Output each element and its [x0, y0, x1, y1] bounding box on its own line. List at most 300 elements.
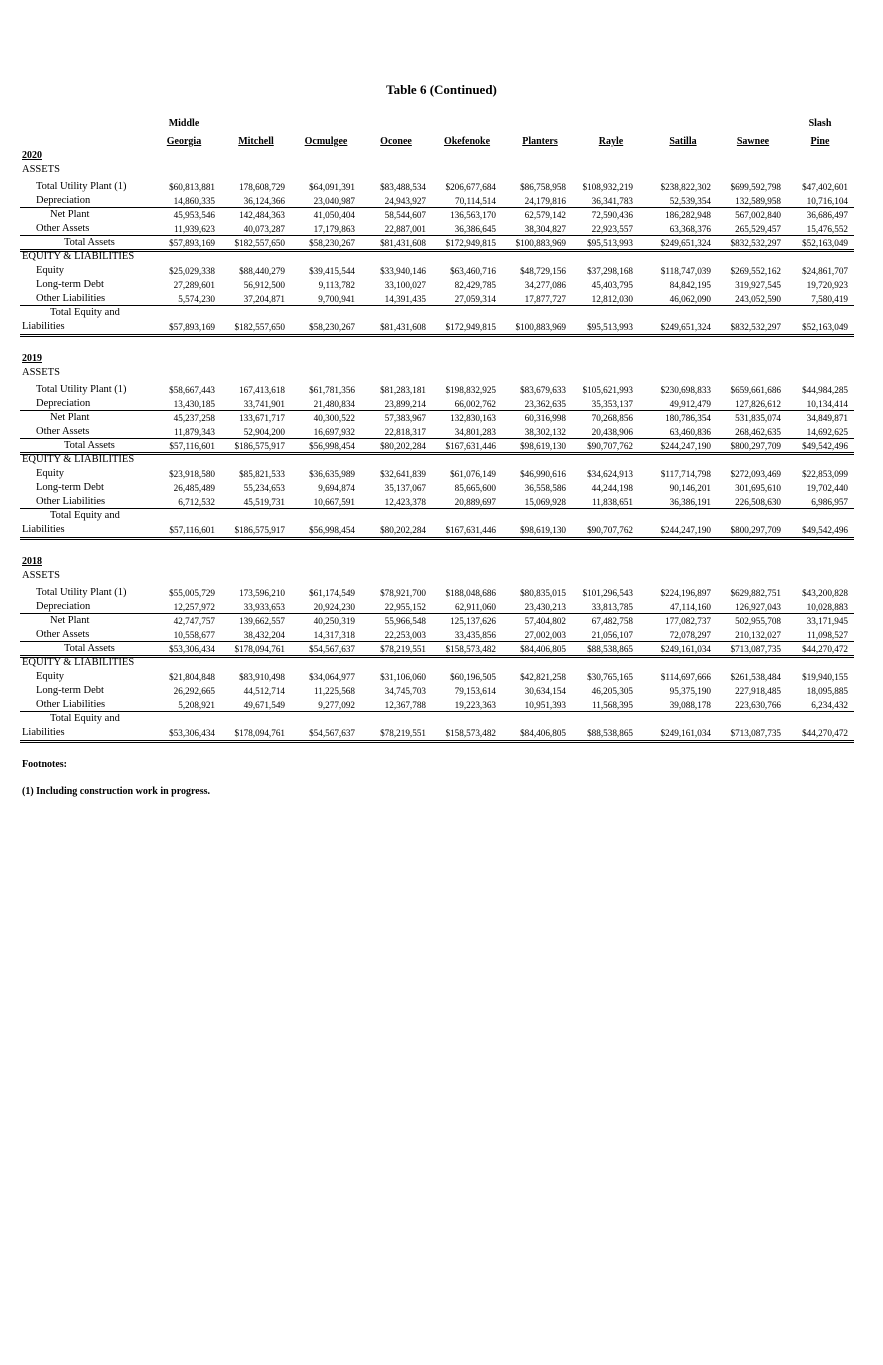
table-cell: 6,234,432: [811, 700, 848, 710]
table-cell: $206,677,684: [445, 182, 496, 192]
row-label-tel: Liabilities: [22, 321, 65, 332]
row-label-dep: Depreciation: [36, 398, 91, 409]
table-cell: 18,095,885: [806, 686, 848, 696]
rule: [20, 207, 854, 208]
rule: [20, 305, 854, 306]
table-cell: 33,813,785: [591, 602, 633, 612]
table-cell: 44,244,198: [591, 483, 633, 493]
table-cell: 167,413,618: [239, 385, 285, 395]
table-cell: 72,590,436: [591, 210, 633, 220]
table-cell: 49,671,549: [243, 700, 285, 710]
row-label-oa: Other Assets: [36, 629, 90, 640]
table-cell: $57,893,169: [169, 322, 215, 332]
table-cell: 36,686,497: [806, 210, 848, 220]
table-cell: $249,161,034: [660, 644, 711, 654]
table-cell: $198,832,925: [445, 385, 496, 395]
double-rule: [20, 452, 854, 455]
table-cell: $80,835,015: [520, 588, 566, 598]
table-cell: $224,196,897: [660, 588, 711, 598]
year-heading: 2019: [22, 353, 42, 364]
table-cell: $108,932,219: [582, 182, 633, 192]
table-cell: $84,406,805: [520, 728, 566, 738]
table-cell: 14,317,318: [313, 630, 355, 640]
table-cell: 243,052,590: [735, 294, 781, 304]
column-header: Okefenoke: [443, 136, 491, 147]
double-rule: [20, 249, 854, 252]
table-cell: 132,589,958: [735, 196, 781, 206]
table-cell: 19,223,363: [454, 700, 496, 710]
table-cell: 90,146,201: [669, 483, 711, 493]
table-cell: 12,423,378: [384, 497, 426, 507]
column-header: Planters: [522, 136, 558, 147]
table-cell: $713,087,735: [730, 728, 781, 738]
table-cell: 47,114,160: [669, 602, 711, 612]
table-cell: 24,943,927: [384, 196, 426, 206]
table-cell: 7,580,419: [811, 294, 848, 304]
table-cell: 5,208,921: [178, 700, 215, 710]
table-cell: 62,579,142: [524, 210, 566, 220]
table-cell: 11,568,395: [591, 700, 633, 710]
table-cell: 55,234,653: [243, 483, 285, 493]
table-cell: $118,747,039: [660, 266, 711, 276]
table-cell: 57,383,967: [384, 413, 426, 423]
table-cell: $88,538,865: [587, 644, 633, 654]
table-cell: $100,883,969: [515, 322, 566, 332]
table-cell: $158,573,482: [445, 728, 496, 738]
table-cell: $58,230,267: [309, 322, 355, 332]
table-cell: 46,205,305: [591, 686, 633, 696]
column-header: Oconee: [380, 136, 412, 147]
row-label-tup: Total Utility Plant (1): [36, 384, 127, 395]
table-cell: 21,056,107: [591, 630, 633, 640]
table-cell: 177,082,737: [665, 616, 711, 626]
table-cell: 34,745,703: [384, 686, 426, 696]
table-cell: 36,386,645: [454, 224, 496, 234]
row-label-oa: Other Assets: [36, 426, 90, 437]
table-cell: $269,552,162: [730, 266, 781, 276]
footnote-1: (1) Including construction work in progress.: [22, 786, 210, 797]
table-cell: $49,542,496: [802, 441, 848, 451]
table-cell: 223,630,766: [735, 700, 781, 710]
table-cell: $53,306,434: [169, 728, 215, 738]
table-cell: 52,904,200: [243, 427, 285, 437]
column-header: Mitchell: [238, 136, 274, 147]
table-cell: $47,402,601: [802, 182, 848, 192]
table-cell: 35,137,067: [384, 483, 426, 493]
row-label-ol: Other Liabilities: [36, 496, 106, 507]
table-cell: $178,094,761: [234, 644, 285, 654]
table-cell: 531,835,074: [735, 413, 781, 423]
table-cell: 22,923,557: [591, 224, 633, 234]
table-cell: 567,002,840: [735, 210, 781, 220]
table-cell: 34,849,871: [806, 413, 848, 423]
table-cell: $186,575,917: [234, 525, 285, 535]
table-cell: $81,431,608: [380, 322, 426, 332]
table-cell: 27,002,003: [524, 630, 566, 640]
table-cell: 84,842,195: [669, 280, 711, 290]
table-cell: 60,316,998: [524, 413, 566, 423]
table-cell: 62,911,060: [454, 602, 496, 612]
table-cell: $105,621,993: [582, 385, 633, 395]
table-cell: $78,921,700: [380, 588, 426, 598]
table-cell: 20,438,906: [591, 427, 633, 437]
table-cell: 34,801,283: [454, 427, 496, 437]
table-cell: $57,116,601: [169, 441, 215, 451]
table-cell: $39,415,544: [309, 266, 355, 276]
table-cell: 139,662,557: [239, 616, 285, 626]
table-cell: $659,661,686: [730, 385, 781, 395]
table-cell: 173,596,210: [239, 588, 285, 598]
table-cell: 6,986,957: [811, 497, 848, 507]
table-cell: $80,202,284: [380, 441, 426, 451]
table-cell: 133,671,717: [239, 413, 285, 423]
table-cell: $54,567,637: [309, 644, 355, 654]
table-cell: $188,048,686: [445, 588, 496, 598]
table-cell: 95,375,190: [669, 686, 711, 696]
table-cell: 186,282,948: [665, 210, 711, 220]
table-cell: $44,270,472: [802, 728, 848, 738]
year-heading: 2018: [22, 556, 42, 567]
table-cell: 23,362,635: [524, 399, 566, 409]
table-cell: $37,298,168: [587, 266, 633, 276]
table-cell: $182,557,650: [234, 322, 285, 332]
table-cell: 45,519,731: [243, 497, 285, 507]
table-cell: 70,268,856: [591, 413, 633, 423]
column-header-top: Middle: [168, 118, 200, 129]
row-label-tel: Liabilities: [22, 727, 65, 738]
row-label-np: Net Plant: [50, 615, 90, 626]
table-cell: $249,651,324: [660, 238, 711, 248]
row-label-tup: Total Utility Plant (1): [36, 181, 127, 192]
table-cell: 37,204,871: [243, 294, 285, 304]
table-cell: $61,076,149: [450, 469, 496, 479]
table-cell: $31,106,060: [380, 672, 426, 682]
table-cell: 5,574,230: [178, 294, 215, 304]
column-header: Satilla: [669, 136, 697, 147]
rule: [20, 711, 854, 712]
table-cell: 27,059,314: [454, 294, 496, 304]
column-header: Rayle: [598, 136, 624, 147]
table-cell: $44,984,285: [802, 385, 848, 395]
table-cell: 22,818,317: [384, 427, 426, 437]
row-label-ltd: Long-term Debt: [36, 279, 104, 290]
table-cell: $713,087,735: [730, 644, 781, 654]
table-cell: $43,200,828: [802, 588, 848, 598]
table-cell: 16,697,932: [313, 427, 355, 437]
table-cell: 85,665,600: [454, 483, 496, 493]
table-cell: $800,297,709: [730, 525, 781, 535]
table-cell: 38,432,204: [243, 630, 285, 640]
table-cell: $699,592,798: [730, 182, 781, 192]
table-cell: 72,078,297: [669, 630, 711, 640]
table-cell: 19,720,923: [806, 280, 848, 290]
table-cell: 40,250,319: [313, 616, 355, 626]
table-cell: $56,998,454: [309, 525, 355, 535]
rule: [20, 438, 854, 439]
table-cell: 39,088,178: [669, 700, 711, 710]
table-cell: 38,304,827: [524, 224, 566, 234]
table-cell: 46,062,090: [669, 294, 711, 304]
rule: [20, 235, 854, 236]
row-label-eq: Equity: [36, 265, 64, 276]
table-cell: $81,283,181: [380, 385, 426, 395]
table-cell: $86,758,958: [520, 182, 566, 192]
table-cell: 33,171,945: [806, 616, 848, 626]
table-cell: 10,134,414: [806, 399, 848, 409]
table-cell: 57,404,802: [524, 616, 566, 626]
table-cell: 63,368,376: [669, 224, 711, 234]
table-cell: 17,179,863: [313, 224, 355, 234]
table-cell: $172,949,815: [445, 322, 496, 332]
table-cell: $230,698,833: [660, 385, 711, 395]
table-cell: $57,116,601: [169, 525, 215, 535]
table-cell: 142,484,363: [239, 210, 285, 220]
table-cell: $54,567,637: [309, 728, 355, 738]
table-cell: $83,679,633: [520, 385, 566, 395]
table-cell: $244,247,190: [660, 525, 711, 535]
table-cell: $238,822,302: [660, 182, 711, 192]
table-cell: 58,544,607: [384, 210, 426, 220]
table-cell: 11,838,651: [591, 497, 633, 507]
table-cell: 56,912,500: [243, 280, 285, 290]
table-cell: 180,786,354: [665, 413, 711, 423]
table-cell: 14,860,335: [173, 196, 215, 206]
table-cell: $167,631,446: [445, 525, 496, 535]
table-cell: $63,460,716: [450, 266, 496, 276]
table-cell: $98,619,130: [520, 441, 566, 451]
row-label-oa: Other Assets: [36, 223, 90, 234]
row-label-ta: Total Assets: [64, 643, 115, 654]
table-cell: $48,729,156: [520, 266, 566, 276]
column-header: Ocmulgee: [304, 136, 348, 147]
table-cell: $46,990,616: [520, 469, 566, 479]
table-cell: 23,430,213: [524, 602, 566, 612]
table-cell: $172,949,815: [445, 238, 496, 248]
row-label-ta: Total Assets: [64, 440, 115, 451]
table-cell: $23,918,580: [169, 469, 215, 479]
table-cell: $61,781,356: [309, 385, 355, 395]
table-cell: $36,635,989: [309, 469, 355, 479]
table-cell: 36,558,586: [524, 483, 566, 493]
table-cell: $261,538,484: [730, 672, 781, 682]
table-cell: $30,765,165: [587, 672, 633, 682]
table-cell: 136,563,170: [450, 210, 496, 220]
table-cell: 66,002,762: [454, 399, 496, 409]
footnotes-heading: Footnotes:: [22, 759, 67, 770]
table-cell: $61,174,549: [309, 588, 355, 598]
assets-heading: ASSETS: [22, 570, 60, 581]
table-cell: 11,939,623: [173, 224, 215, 234]
double-rule: [20, 537, 854, 540]
table-cell: $56,998,454: [309, 441, 355, 451]
table-cell: $24,861,707: [802, 266, 848, 276]
table-cell: $101,296,543: [582, 588, 633, 598]
table-cell: 20,889,697: [454, 497, 496, 507]
table-cell: 9,694,874: [318, 483, 355, 493]
table-cell: 502,955,708: [735, 616, 781, 626]
table-cell: 10,558,677: [173, 630, 215, 640]
total-equity-label: Total Equity and: [50, 713, 120, 724]
table-cell: $158,573,482: [445, 644, 496, 654]
table-cell: 70,114,514: [454, 196, 496, 206]
row-label-dep: Depreciation: [36, 601, 91, 612]
table-cell: $83,488,534: [380, 182, 426, 192]
table-cell: $64,091,391: [309, 182, 355, 192]
table-cell: 40,073,287: [243, 224, 285, 234]
table-cell: 27,289,601: [173, 280, 215, 290]
table-cell: 13,430,185: [173, 399, 215, 409]
table-title: Table 6 (Continued): [386, 82, 497, 97]
table-cell: 10,028,883: [806, 602, 848, 612]
table-cell: 265,529,457: [735, 224, 781, 234]
table-cell: $25,029,338: [169, 266, 215, 276]
table-cell: $44,270,472: [802, 644, 848, 654]
rule: [20, 508, 854, 509]
table-cell: 19,702,440: [806, 483, 848, 493]
rule: [20, 410, 854, 411]
row-label-np: Net Plant: [50, 412, 90, 423]
column-header: Sawnee: [736, 136, 770, 147]
table-cell: 14,692,625: [806, 427, 848, 437]
table-cell: $78,219,551: [380, 644, 426, 654]
table-cell: $178,094,761: [234, 728, 285, 738]
table-cell: $244,247,190: [660, 441, 711, 451]
table-cell: 38,302,132: [524, 427, 566, 437]
table-cell: 23,899,214: [384, 399, 426, 409]
column-header: Georgia: [166, 136, 202, 147]
table-cell: $42,821,258: [520, 672, 566, 682]
table-cell: 24,179,816: [524, 196, 566, 206]
table-cell: $32,641,839: [380, 469, 426, 479]
table-cell: 63,460,836: [669, 427, 711, 437]
table-cell: 22,955,152: [384, 602, 426, 612]
table-cell: $249,651,324: [660, 322, 711, 332]
table-cell: 26,485,489: [173, 483, 215, 493]
rule: [20, 641, 854, 642]
table-cell: 10,951,393: [524, 700, 566, 710]
table-cell: $19,940,155: [802, 672, 848, 682]
table-cell: 178,608,729: [239, 182, 285, 192]
table-cell: $249,161,034: [660, 728, 711, 738]
table-cell: $60,196,505: [450, 672, 496, 682]
table-cell: 6,712,532: [178, 497, 215, 507]
row-label-ltd: Long-term Debt: [36, 482, 104, 493]
table-cell: 41,050,404: [313, 210, 355, 220]
table-cell: $49,542,496: [802, 525, 848, 535]
table-cell: $88,440,279: [239, 266, 285, 276]
table-cell: 42,747,757: [173, 616, 215, 626]
table-cell: 10,716,104: [806, 196, 848, 206]
row-label-ta: Total Assets: [64, 237, 115, 248]
table-cell: $33,940,146: [380, 266, 426, 276]
table-cell: 268,462,635: [735, 427, 781, 437]
table-cell: $98,619,130: [520, 525, 566, 535]
table-cell: $88,538,865: [587, 728, 633, 738]
double-rule: [20, 334, 854, 337]
total-equity-label: Total Equity and: [50, 307, 120, 318]
double-rule: [20, 655, 854, 658]
table-cell: 14,391,435: [384, 294, 426, 304]
table-cell: 52,539,354: [669, 196, 711, 206]
table-cell: 45,953,546: [173, 210, 215, 220]
table-cell: 9,277,092: [318, 700, 355, 710]
table-cell: 40,300,522: [313, 413, 355, 423]
table-cell: 22,253,003: [384, 630, 426, 640]
row-label-np: Net Plant: [50, 209, 90, 220]
table-cell: 10,667,591: [313, 497, 355, 507]
table-cell: 49,912,479: [669, 399, 711, 409]
table-cell: 12,367,788: [384, 700, 426, 710]
table-cell: 36,386,191: [669, 497, 711, 507]
table-cell: $90,707,762: [587, 525, 633, 535]
table-cell: 36,124,366: [243, 196, 285, 206]
table-cell: $83,910,498: [239, 672, 285, 682]
table-cell: 36,341,783: [591, 196, 633, 206]
assets-heading: ASSETS: [22, 164, 60, 175]
table-cell: 126,927,043: [735, 602, 781, 612]
table-cell: $832,532,297: [730, 238, 781, 248]
table-cell: 301,695,610: [735, 483, 781, 493]
table-cell: 33,435,856: [454, 630, 496, 640]
table-cell: $800,297,709: [730, 441, 781, 451]
table-cell: 67,482,758: [591, 616, 633, 626]
table-cell: 15,476,552: [806, 224, 848, 234]
table-cell: 9,700,941: [318, 294, 355, 304]
table-cell: 11,225,568: [313, 686, 355, 696]
table-cell: $60,813,881: [169, 182, 215, 192]
table-cell: $85,821,533: [239, 469, 285, 479]
table-cell: $117,714,798: [660, 469, 711, 479]
table-cell: 45,403,795: [591, 280, 633, 290]
table-cell: 12,812,030: [591, 294, 633, 304]
row-label-tup: Total Utility Plant (1): [36, 587, 127, 598]
table-cell: $80,202,284: [380, 525, 426, 535]
row-label-tel: Liabilities: [22, 524, 65, 535]
table-cell: 226,508,630: [735, 497, 781, 507]
table-cell: 45,237,258: [173, 413, 215, 423]
table-cell: $272,093,469: [730, 469, 781, 479]
table-cell: 44,512,714: [243, 686, 285, 696]
table-cell: 127,826,612: [735, 399, 781, 409]
table-cell: $95,513,993: [587, 322, 633, 332]
table-cell: $21,804,848: [169, 672, 215, 682]
table-cell: $57,893,169: [169, 238, 215, 248]
column-header: Pine: [810, 136, 830, 147]
equity-liabilities-heading: EQUITY & LIABILITIES: [22, 657, 135, 668]
table-cell: $114,697,666: [660, 672, 711, 682]
table-cell: 23,040,987: [313, 196, 355, 206]
table-cell: $58,230,267: [309, 238, 355, 248]
table-cell: 22,887,001: [384, 224, 426, 234]
table-cell: 82,429,785: [454, 280, 496, 290]
table-cell: $81,431,608: [380, 238, 426, 248]
table-cell: 17,877,727: [524, 294, 566, 304]
table-cell: 33,100,027: [384, 280, 426, 290]
table-cell: 33,933,653: [243, 602, 285, 612]
table-cell: $58,667,443: [169, 385, 215, 395]
table-cell: 33,741,901: [243, 399, 285, 409]
table-cell: $78,219,551: [380, 728, 426, 738]
equity-liabilities-heading: EQUITY & LIABILITIES: [22, 454, 135, 465]
table-cell: 132,830,163: [450, 413, 496, 423]
table-cell: 55,966,548: [384, 616, 426, 626]
table-cell: $832,532,297: [730, 322, 781, 332]
row-label-dep: Depreciation: [36, 195, 91, 206]
table-cell: $53,306,434: [169, 644, 215, 654]
table-cell: $34,064,977: [309, 672, 355, 682]
year-heading: 2020: [22, 150, 42, 161]
row-label-ol: Other Liabilities: [36, 293, 106, 304]
